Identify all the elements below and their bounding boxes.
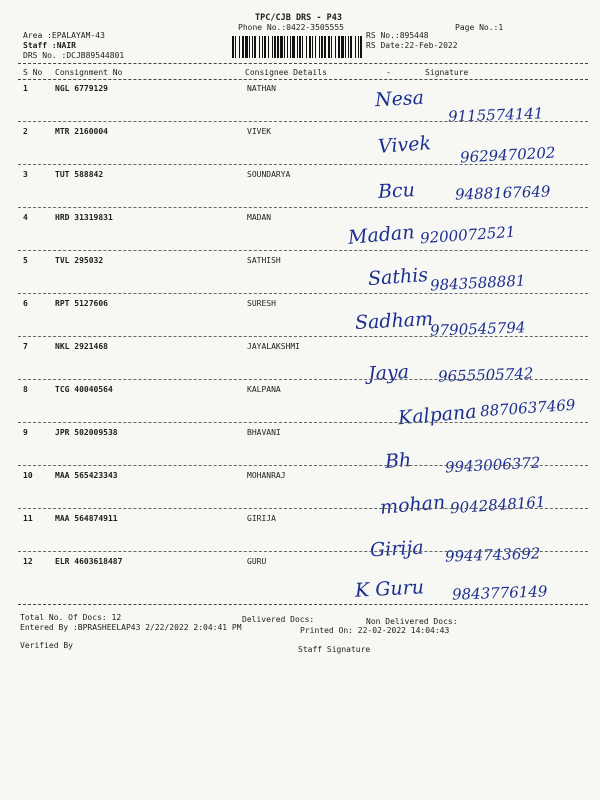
divider bbox=[18, 63, 588, 64]
barcode-image bbox=[232, 36, 362, 58]
row-consignee-name: GIRIJA bbox=[247, 514, 276, 523]
row-consignment-number: NGL 6779129 bbox=[55, 84, 108, 93]
row-divider bbox=[18, 207, 588, 208]
divider bbox=[18, 604, 588, 605]
row-divider bbox=[18, 551, 588, 552]
row-consignment-number: TUT 588842 bbox=[55, 170, 104, 179]
rs-date: RS Date:22-Feb-2022 bbox=[366, 41, 458, 50]
column-dash: - bbox=[386, 68, 391, 77]
handwritten-phone-number: 9944743692 bbox=[444, 544, 541, 566]
row-consignee-name: SATHISH bbox=[247, 256, 281, 265]
handwritten-signature: Nesa bbox=[374, 86, 425, 112]
handwritten-signature: Sadham bbox=[354, 307, 434, 335]
row-serial-number: 2 bbox=[23, 127, 28, 136]
column-signature: Signature bbox=[425, 68, 469, 77]
row-consignment-number: TVL 295032 bbox=[55, 256, 104, 265]
row-serial-number: 6 bbox=[23, 299, 28, 308]
rs-number: RS No.:895448 bbox=[366, 31, 429, 40]
row-consignment-number: ELR 4603618487 bbox=[55, 557, 123, 566]
column-consignment: Consignment No bbox=[55, 68, 123, 77]
handwritten-signature: mohan bbox=[379, 491, 447, 519]
printed-on: Printed On: 22-02-2022 14:04:43 bbox=[300, 626, 450, 635]
handwritten-phone-number: 9843588881 bbox=[429, 271, 526, 295]
row-consignment-number: HRD 31319831 bbox=[55, 213, 113, 222]
divider bbox=[18, 79, 588, 80]
area-field: Area :EPALAYAM-43 bbox=[23, 31, 105, 40]
row-consignee-name: GURU bbox=[247, 557, 267, 566]
row-serial-number: 5 bbox=[23, 256, 28, 265]
row-serial-number: 10 bbox=[23, 471, 33, 480]
row-serial-number: 9 bbox=[23, 428, 28, 437]
row-consignment-number: MTR 2160004 bbox=[55, 127, 108, 136]
row-consignee-name: SOUNDARYA bbox=[247, 170, 291, 179]
row-consignment-number: RPT 5127606 bbox=[55, 299, 108, 308]
verified-by: Verified By bbox=[20, 641, 73, 650]
row-consignment-number: MAA 565423343 bbox=[55, 471, 118, 480]
delivered-docs: Delivered Docs: bbox=[242, 615, 315, 624]
row-divider bbox=[18, 293, 588, 294]
row-consignment-number: TCG 40040564 bbox=[55, 385, 113, 394]
handwritten-signature: Kalpana bbox=[397, 400, 478, 430]
handwritten-phone-number: 9655505742 bbox=[437, 364, 534, 386]
handwritten-signature: Jaya bbox=[367, 360, 410, 386]
column-sno: S No bbox=[23, 68, 43, 77]
row-serial-number: 1 bbox=[23, 84, 28, 93]
phone-number: Phone No.:0422-3505555 bbox=[238, 23, 344, 32]
non-delivered-docs: Non Delivered Docs: bbox=[366, 617, 458, 626]
row-consignment-number: JPR 502009538 bbox=[55, 428, 118, 437]
report-title: TPC/CJB DRS - P43 bbox=[255, 13, 342, 23]
row-divider bbox=[18, 336, 588, 337]
row-serial-number: 4 bbox=[23, 213, 28, 222]
column-consignee: Consignee Details bbox=[245, 68, 327, 77]
handwritten-phone-number: 9790545794 bbox=[429, 318, 526, 340]
handwritten-phone-number: 8870637469 bbox=[479, 395, 576, 421]
drs-number: DRS No. :DCJB89544801 bbox=[23, 51, 125, 60]
handwritten-signature: K Guru bbox=[354, 576, 425, 602]
handwritten-phone-number: 9200072521 bbox=[419, 222, 516, 248]
entered-by: Entered By :BPRASHEELAP43 2/22/2022 2:04:41 PM bbox=[20, 623, 242, 632]
row-consignee-name: JAYALAKSHMI bbox=[247, 342, 300, 351]
row-consignee-name: NATHAN bbox=[247, 84, 276, 93]
page-number: Page No.:1 bbox=[455, 23, 504, 32]
handwritten-phone-number: 9843776149 bbox=[451, 582, 548, 604]
row-serial-number: 12 bbox=[23, 557, 33, 566]
row-divider bbox=[18, 422, 588, 423]
handwritten-phone-number: 9488167649 bbox=[454, 182, 551, 204]
row-consignee-name: VIVEK bbox=[247, 127, 272, 136]
handwritten-phone-number: 9115574141 bbox=[447, 104, 544, 126]
row-divider bbox=[18, 250, 588, 251]
row-consignee-name: BHAVANI bbox=[247, 428, 281, 437]
row-divider bbox=[18, 121, 588, 122]
handwritten-signature: Vivek bbox=[377, 132, 432, 158]
handwritten-signature: Girija bbox=[369, 536, 425, 562]
total-docs: Total No. Of Docs: 12 bbox=[20, 613, 122, 622]
row-consignment-number: NKL 2921468 bbox=[55, 342, 108, 351]
handwritten-signature: Madan bbox=[347, 221, 416, 249]
row-divider bbox=[18, 164, 588, 165]
row-divider bbox=[18, 379, 588, 380]
row-consignee-name: MADAN bbox=[247, 213, 272, 222]
row-consignee-name: MOHANRAJ bbox=[247, 471, 286, 480]
row-divider bbox=[18, 465, 588, 466]
row-consignee-name: KALPANA bbox=[247, 385, 281, 394]
handwritten-signature: Sathis bbox=[367, 263, 429, 291]
handwritten-phone-number: 9629470202 bbox=[459, 143, 556, 167]
handwritten-phone-number: 9943006372 bbox=[444, 453, 541, 477]
handwritten-phone-number: 9042848161 bbox=[449, 492, 546, 518]
handwritten-signature: Bcu bbox=[377, 179, 416, 203]
staff-signature: Staff Signature bbox=[298, 645, 371, 654]
row-serial-number: 7 bbox=[23, 342, 28, 351]
row-consignment-number: MAA 564874911 bbox=[55, 514, 118, 523]
row-divider bbox=[18, 508, 588, 509]
row-serial-number: 11 bbox=[23, 514, 33, 523]
handwritten-signature: Bh bbox=[384, 449, 412, 473]
staff-field: Staff :NAIR bbox=[23, 41, 76, 50]
row-consignee-name: SURESH bbox=[247, 299, 276, 308]
row-serial-number: 3 bbox=[23, 170, 28, 179]
row-serial-number: 8 bbox=[23, 385, 28, 394]
